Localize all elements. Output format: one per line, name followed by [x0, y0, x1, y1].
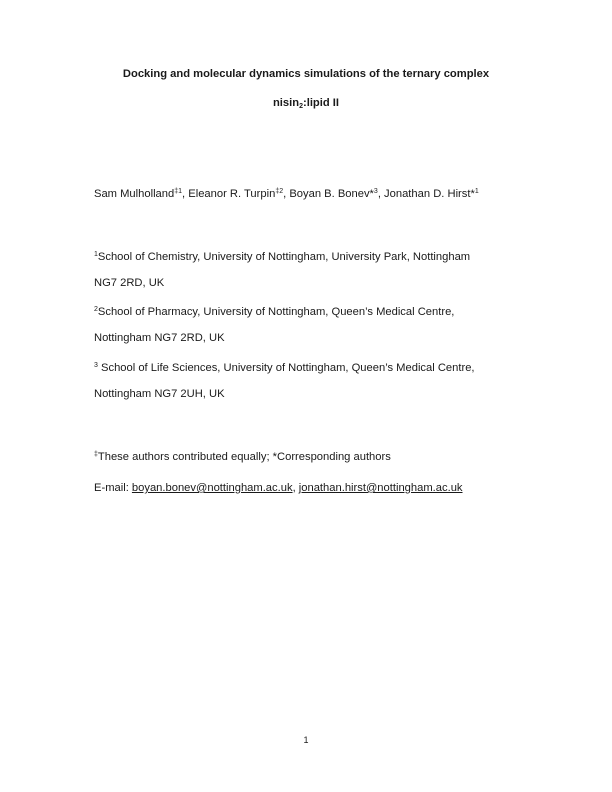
- paper-title-line-2: [0, 97, 612, 109]
- note-mark: ‡: [94, 451, 98, 458]
- affiliation-text: School of Chemistry, University of Nottingham, University Park, Nottingham: [97, 251, 471, 263]
- affiliation-3-line-2: Nottingham NG7 2UH, UK: [94, 388, 225, 400]
- author-separator: ,: [283, 188, 290, 200]
- page-number: 1: [303, 735, 309, 745]
- affiliation-2-line-2: Nottingham NG7 2RD, UK: [94, 332, 225, 344]
- affiliation-text: School of Pharmacy, University of Nottingham, Queen’s Medical Centre,: [97, 306, 455, 318]
- affiliation-2-line-1: [94, 306, 454, 318]
- title-subscript: 2: [299, 103, 303, 110]
- affiliation-1-line-1: [94, 251, 470, 263]
- author-name: Sam Mulholland: [94, 188, 175, 200]
- author-affiliation-mark: ‡1: [174, 188, 183, 195]
- affiliation-1-line-2: NG7 2RD, UK: [94, 277, 165, 289]
- email-separator: ,: [292, 482, 299, 494]
- author-list: [94, 188, 479, 200]
- affiliation-3-line-1: [94, 362, 475, 374]
- affiliation-mark: 3: [94, 362, 98, 369]
- email-link-hirst[interactable]: jonathan.hirst@nottingham.ac.uk: [298, 482, 463, 494]
- email-link-bonev[interactable]: boyan.bonev@nottingham.ac.uk: [131, 482, 293, 494]
- author-affiliation-mark: 3: [373, 188, 378, 195]
- author-separator: ,: [182, 188, 189, 200]
- note-text: These authors contributed equally; *Corresponding authors: [97, 451, 391, 463]
- affiliation-mark: 1: [94, 251, 98, 258]
- paper-title-line-1: Docking and molecular dynamics simulations of the ternary complex: [122, 68, 490, 80]
- author-affiliation-mark: ‡2: [275, 188, 284, 195]
- author-affiliation-mark: 1: [474, 188, 479, 195]
- author-note: [94, 451, 391, 463]
- author-name: Boyan B. Bonev*: [289, 188, 374, 200]
- author-name: Eleanor R. Turpin: [188, 188, 276, 200]
- author-separator: ,: [377, 188, 385, 200]
- email-label: E-mail:: [94, 482, 132, 494]
- title-nisin: nisin: [272, 97, 300, 109]
- author-name: Jonathan D. Hirst*: [384, 188, 475, 200]
- affiliation-mark: 2: [94, 306, 98, 313]
- email-line: [94, 482, 463, 494]
- affiliation-text: School of Life Sciences, University of Nottingham, Queen’s Medical Centre,: [97, 362, 475, 374]
- title-lipid: :lipid II: [302, 97, 340, 109]
